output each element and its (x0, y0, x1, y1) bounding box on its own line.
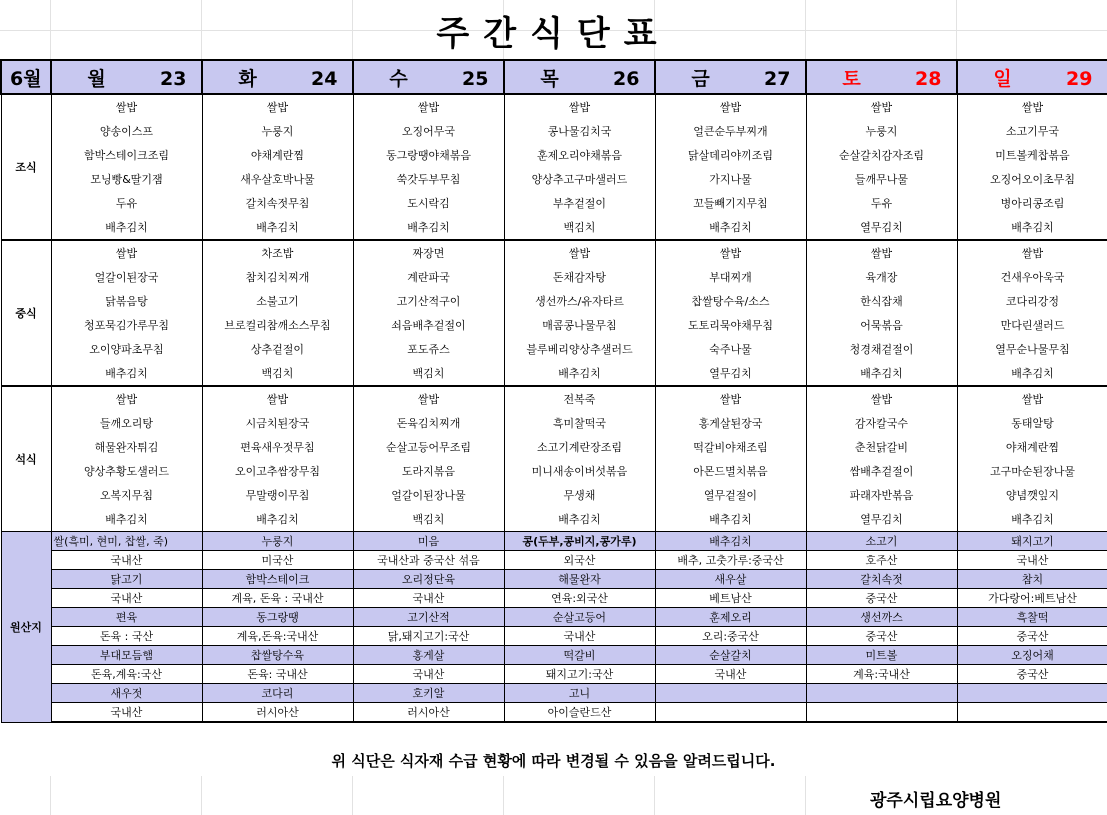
dish-cell: 누룽지 (202, 119, 353, 143)
dish-cell: 쌀밥 (51, 240, 202, 265)
dish-cell: 가지나물 (655, 167, 806, 191)
dish-cell: 배추김치 (51, 215, 202, 240)
dish-cell: 쌀밥 (202, 386, 353, 411)
origin-source-cell: 중국산 (957, 627, 1107, 646)
dish-cell: 포도쥬스 (353, 337, 504, 361)
origin-food-cell: 훈제오리 (655, 608, 806, 627)
header-row (1, 60, 1107, 94)
dish-cell: 도라지볶음 (353, 459, 504, 483)
origin-source-cell: 국내산 (957, 551, 1107, 570)
origin-food-cell: 소고기 (806, 532, 957, 551)
dish-cell: 찹쌀탕수육/소스 (655, 289, 806, 313)
dish-cell: 순살갈치감자조림 (806, 143, 957, 167)
origin-food-cell: 부대모듬햄 (51, 646, 202, 665)
meal-row (1, 119, 1107, 143)
dish-cell: 코다리강정 (957, 289, 1107, 313)
hospital-name: 광주시립요양병원 (870, 791, 1002, 811)
dish-cell: 부추겉절이 (504, 191, 655, 215)
meal-label: 석식 (1, 386, 51, 532)
dish-cell: 블루베리양상추샐러드 (504, 337, 655, 361)
dish-cell: 차조밥 (202, 240, 353, 265)
origin-source-cell: 중국산 (806, 627, 957, 646)
day-number: 27 (764, 67, 791, 90)
dish-cell: 배추김치 (504, 361, 655, 386)
dish-cell: 새우살호박나물 (202, 167, 353, 191)
dish-cell: 홍게살된장국 (655, 411, 806, 435)
dish-cell: 열무김치 (655, 361, 806, 386)
dish-cell: 동그랑땡야채볶음 (353, 143, 504, 167)
origin-food-cell: 새우젓 (51, 684, 202, 703)
origin-row (1, 646, 1107, 665)
origin-row (1, 551, 1107, 570)
day-header (353, 60, 504, 94)
day-name: 화 (238, 67, 257, 90)
origin-food-cell: 갈치속젓 (806, 570, 957, 589)
dish-cell: 백김치 (504, 215, 655, 240)
dish-cell: 얼갈이된장국 (51, 265, 202, 289)
day-number: 23 (160, 67, 187, 90)
origin-source-cell: 닭,돼지고기:국산 (353, 627, 504, 646)
meal-row (1, 94, 1107, 119)
origin-source-cell: 돈육,계육:국산 (51, 665, 202, 684)
dish-cell: 병아리콩조림 (957, 191, 1107, 215)
dish-cell: 열무김치 (806, 215, 957, 240)
origin-food-cell: 고기산적 (353, 608, 504, 627)
dish-cell: 두유 (51, 191, 202, 215)
dish-cell: 함박스테이크조림 (51, 143, 202, 167)
dish-cell: 계란파국 (353, 265, 504, 289)
dish-cell: 두유 (806, 191, 957, 215)
origin-source-cell: 국내산 (353, 589, 504, 608)
origin-source-cell: 국내산 (655, 665, 806, 684)
origin-source-cell: 아이슬란드산 (504, 703, 655, 723)
dish-cell: 파래자반볶음 (806, 483, 957, 507)
meal-row (1, 386, 1107, 411)
meal-row (1, 313, 1107, 337)
origin-source-cell: 계육, 돈육 : 국내산 (202, 589, 353, 608)
origin-source-cell (806, 703, 957, 723)
origin-label: 원산지 (1, 532, 51, 723)
dish-cell: 숙주나물 (655, 337, 806, 361)
dish-cell: 배추김치 (806, 361, 957, 386)
day-header (806, 60, 957, 94)
dish-cell: 해물완자튀김 (51, 435, 202, 459)
dish-cell: 부대찌개 (655, 265, 806, 289)
dish-cell: 오복지무침 (51, 483, 202, 507)
dish-cell: 얼큰순두부찌개 (655, 119, 806, 143)
dish-cell: 쌀밥 (202, 94, 353, 119)
dish-cell: 쌀밥 (655, 240, 806, 265)
origin-source-cell: 돈육: 국내산 (202, 665, 353, 684)
origin-food-cell: 생선까스 (806, 608, 957, 627)
origin-food-cell: 흑찰떡 (957, 608, 1107, 627)
dish-cell: 배추김치 (51, 507, 202, 532)
dish-cell: 쌀밥 (504, 240, 655, 265)
origin-source-cell: 돼지고기:국산 (504, 665, 655, 684)
dish-cell: 떡갈비야채조림 (655, 435, 806, 459)
dish-cell: 브로컬리참깨소스무침 (202, 313, 353, 337)
day-number: 29 (1066, 67, 1093, 90)
day-name: 금 (691, 67, 710, 90)
dish-cell: 무말랭이무침 (202, 483, 353, 507)
origin-source-cell: 러시아산 (202, 703, 353, 723)
meal-row (1, 337, 1107, 361)
dish-cell: 쌀밥 (655, 386, 806, 411)
origin-source-cell (957, 703, 1107, 723)
day-name: 수 (389, 67, 408, 90)
dish-cell: 들깨무나물 (806, 167, 957, 191)
dish-cell: 동태알탕 (957, 411, 1107, 435)
origin-food-cell: 떡갈비 (504, 646, 655, 665)
dish-cell: 매콤콩나물무침 (504, 313, 655, 337)
dish-cell: 콩나물김치국 (504, 119, 655, 143)
origin-source-cell: 외국산 (504, 551, 655, 570)
meal-row (1, 240, 1107, 265)
dish-cell: 배추김치 (353, 215, 504, 240)
origin-source-cell: 미국산 (202, 551, 353, 570)
dish-cell: 육개장 (806, 265, 957, 289)
dish-cell: 감자칼국수 (806, 411, 957, 435)
dish-cell: 쌀밥 (353, 386, 504, 411)
dish-cell: 쌀밥 (655, 94, 806, 119)
day-name: 토 (842, 67, 861, 90)
dish-cell: 소고기계란장조림 (504, 435, 655, 459)
meal-row (1, 289, 1107, 313)
dish-cell: 쌀밥 (957, 94, 1107, 119)
meal-row (1, 215, 1107, 240)
origin-food-cell: 쌀(흑미, 현미, 찹쌀, 죽) (51, 532, 202, 551)
day-header (504, 60, 655, 94)
dish-cell: 쌀밥 (504, 94, 655, 119)
origin-food-cell: 해물완자 (504, 570, 655, 589)
dish-cell: 양송이스프 (51, 119, 202, 143)
dish-cell: 배추김치 (655, 215, 806, 240)
dish-cell: 모닝빵&딸기잼 (51, 167, 202, 191)
page-title: 주간식단표 (436, 14, 671, 54)
dish-cell: 흑미찰떡국 (504, 411, 655, 435)
dish-cell: 배추김치 (655, 507, 806, 532)
origin-source-cell: 계육,돈육:국내산 (202, 627, 353, 646)
origin-food-cell: 순살고등어 (504, 608, 655, 627)
day-name: 목 (540, 67, 559, 90)
meal-row (1, 483, 1107, 507)
origin-food-cell: 미트볼 (806, 646, 957, 665)
dish-cell: 야채계란찜 (957, 435, 1107, 459)
dish-cell: 돈채감자탕 (504, 265, 655, 289)
origin-source-cell: 연육:외국산 (504, 589, 655, 608)
origin-food-cell: 누룽지 (202, 532, 353, 551)
month-label: 6월 (1, 60, 51, 94)
dish-cell: 무생채 (504, 483, 655, 507)
dish-cell: 미니새송이버섯볶음 (504, 459, 655, 483)
dish-cell: 쌀밥 (806, 386, 957, 411)
meal-row (1, 143, 1107, 167)
dish-cell: 배추김치 (957, 215, 1107, 240)
dish-cell: 쑥갓두부무침 (353, 167, 504, 191)
dish-cell: 쌈배추겉절이 (806, 459, 957, 483)
origin-food-cell (957, 684, 1107, 703)
dish-cell: 쌀밥 (806, 94, 957, 119)
origin-source-cell: 호주산 (806, 551, 957, 570)
dish-cell: 생선까스/유자타르 (504, 289, 655, 313)
origin-row (1, 665, 1107, 684)
meal-label: 중식 (1, 240, 51, 386)
origin-source-cell: 가다랑어:베트남산 (957, 589, 1107, 608)
day-header (51, 60, 202, 94)
dish-cell: 양상추황도샐러드 (51, 459, 202, 483)
meal-row (1, 265, 1107, 289)
origin-source-cell (655, 703, 806, 723)
origin-food-cell: 고니 (504, 684, 655, 703)
origin-food-cell: 홍게살 (353, 646, 504, 665)
origin-food-cell: 함박스테이크 (202, 570, 353, 589)
dish-cell: 오징어무국 (353, 119, 504, 143)
dish-cell: 열무순나물무침 (957, 337, 1107, 361)
dish-cell: 꼬들빼기지무침 (655, 191, 806, 215)
origin-food-cell: 새우살 (655, 570, 806, 589)
dish-cell: 얼갈이된장나물 (353, 483, 504, 507)
dish-cell: 양상추고구마샐러드 (504, 167, 655, 191)
day-header (202, 60, 353, 94)
dish-cell: 전복죽 (504, 386, 655, 411)
dish-cell: 열무겉절이 (655, 483, 806, 507)
dish-cell: 닭살데리야끼조림 (655, 143, 806, 167)
meal-row (1, 191, 1107, 215)
origin-source-cell: 국내산과 중국산 섞음 (353, 551, 504, 570)
meal-row (1, 435, 1107, 459)
dish-cell: 쌀밥 (806, 240, 957, 265)
origin-food-cell: 찹쌀탕수육 (202, 646, 353, 665)
dish-cell: 오이고추쌈장무침 (202, 459, 353, 483)
origin-food-cell: 돼지고기 (957, 532, 1107, 551)
origin-food-cell: 호키알 (353, 684, 504, 703)
dish-cell: 쌀밥 (51, 94, 202, 119)
origin-source-cell: 국내산 (51, 551, 202, 570)
dish-cell: 쌀밥 (957, 240, 1107, 265)
origin-source-cell: 중국산 (806, 589, 957, 608)
dish-cell: 만다린샐러드 (957, 313, 1107, 337)
dish-cell: 고구마순된장나물 (957, 459, 1107, 483)
origin-source-cell: 계육:국내산 (806, 665, 957, 684)
dish-cell: 한식잡채 (806, 289, 957, 313)
dish-cell: 배추김치 (202, 507, 353, 532)
origin-source-cell: 베트남산 (655, 589, 806, 608)
origin-food-cell: 동그랑땡 (202, 608, 353, 627)
dish-cell: 닭볶음탕 (51, 289, 202, 313)
origin-food-cell: 참치 (957, 570, 1107, 589)
weekly-menu-table (0, 59, 1107, 723)
dish-cell: 양념깻잎지 (957, 483, 1107, 507)
day-header (957, 60, 1107, 94)
dish-cell: 쌀밥 (51, 386, 202, 411)
day-number: 28 (915, 67, 942, 90)
dish-cell: 누룽지 (806, 119, 957, 143)
dish-cell: 배추김치 (51, 361, 202, 386)
dish-cell: 편육새우젓무침 (202, 435, 353, 459)
origin-source-cell: 중국산 (957, 665, 1107, 684)
origin-food-cell: 편육 (51, 608, 202, 627)
day-name: 일 (993, 67, 1012, 90)
origin-food-cell: 순살갈치 (655, 646, 806, 665)
origin-source-cell: 국내산 (51, 703, 202, 723)
origin-food-cell: 미음 (353, 532, 504, 551)
dish-cell: 어묵볶음 (806, 313, 957, 337)
origin-food-cell: 오징어채 (957, 646, 1107, 665)
dish-cell: 참치김치찌개 (202, 265, 353, 289)
day-number: 25 (462, 67, 489, 90)
dish-cell: 쌀밥 (353, 94, 504, 119)
origin-source-cell: 돈육 : 국산 (51, 627, 202, 646)
dish-cell: 들깨오리탕 (51, 411, 202, 435)
origin-food-cell: 콩(두부,콩비지,콩가루) (504, 532, 655, 551)
dish-cell: 순살고등어무조림 (353, 435, 504, 459)
origin-source-cell: 배추, 고춧가루:중국산 (655, 551, 806, 570)
dish-cell: 훈제오리야채볶음 (504, 143, 655, 167)
origin-source-cell: 오리:중국산 (655, 627, 806, 646)
day-number: 24 (311, 67, 338, 90)
dish-cell: 청경채겉절이 (806, 337, 957, 361)
dish-cell: 백김치 (353, 507, 504, 532)
origin-source-cell: 국내산 (353, 665, 504, 684)
origin-source-cell: 러시아산 (353, 703, 504, 723)
origin-row (1, 570, 1107, 589)
dish-cell: 아몬드멸치볶음 (655, 459, 806, 483)
origin-food-cell (806, 684, 957, 703)
dish-cell: 배추김치 (202, 215, 353, 240)
origin-food-cell: 코다리 (202, 684, 353, 703)
dish-cell: 춘천닭갈비 (806, 435, 957, 459)
dish-cell: 도시락김 (353, 191, 504, 215)
dish-cell: 도토리묵야채무침 (655, 313, 806, 337)
meal-row (1, 507, 1107, 532)
meal-label: 조식 (1, 94, 51, 240)
origin-food-cell: 닭고기 (51, 570, 202, 589)
dish-cell: 오이양파초무침 (51, 337, 202, 361)
day-header (655, 60, 806, 94)
dish-cell: 시금치된장국 (202, 411, 353, 435)
origin-food-cell: 배추김치 (655, 532, 806, 551)
dish-cell: 청포묵김가루무침 (51, 313, 202, 337)
meal-row (1, 361, 1107, 386)
meal-row (1, 167, 1107, 191)
dish-cell: 배추김치 (957, 361, 1107, 386)
dish-cell: 쇠음배추겉절이 (353, 313, 504, 337)
origin-source-cell: 국내산 (504, 627, 655, 646)
origin-source-cell: 국내산 (51, 589, 202, 608)
dish-cell: 배추김치 (504, 507, 655, 532)
origin-row (1, 608, 1107, 627)
dish-cell: 고기산적구이 (353, 289, 504, 313)
dish-cell: 갈치속젓무침 (202, 191, 353, 215)
menu-table-body (1, 60, 1107, 722)
notice-text: 위 식단은 식자재 수급 현황에 따라 변경될 수 있음을 알려드립니다. (331, 752, 776, 770)
origin-row (1, 589, 1107, 608)
meal-row (1, 459, 1107, 483)
dish-cell: 소불고기 (202, 289, 353, 313)
origin-food-cell (655, 684, 806, 703)
dish-cell: 건새우아욱국 (957, 265, 1107, 289)
dish-cell: 쌀밥 (957, 386, 1107, 411)
dish-cell: 백김치 (202, 361, 353, 386)
origin-row (1, 532, 1107, 551)
dish-cell: 미트볼케찹볶음 (957, 143, 1107, 167)
origin-row (1, 627, 1107, 646)
dish-cell: 야채계란찜 (202, 143, 353, 167)
day-name: 월 (87, 67, 106, 90)
dish-cell: 열무김치 (806, 507, 957, 532)
dish-cell: 백김치 (353, 361, 504, 386)
dish-cell: 돈육김치찌개 (353, 411, 504, 435)
dish-cell: 짜장면 (353, 240, 504, 265)
origin-row (1, 703, 1107, 723)
origin-row (1, 684, 1107, 703)
dish-cell: 오징어오이초무침 (957, 167, 1107, 191)
dish-cell: 소고기무국 (957, 119, 1107, 143)
meal-row (1, 411, 1107, 435)
dish-cell: 배추김치 (957, 507, 1107, 532)
day-number: 26 (613, 67, 640, 90)
origin-food-cell: 오리정단육 (353, 570, 504, 589)
dish-cell: 상추겉절이 (202, 337, 353, 361)
